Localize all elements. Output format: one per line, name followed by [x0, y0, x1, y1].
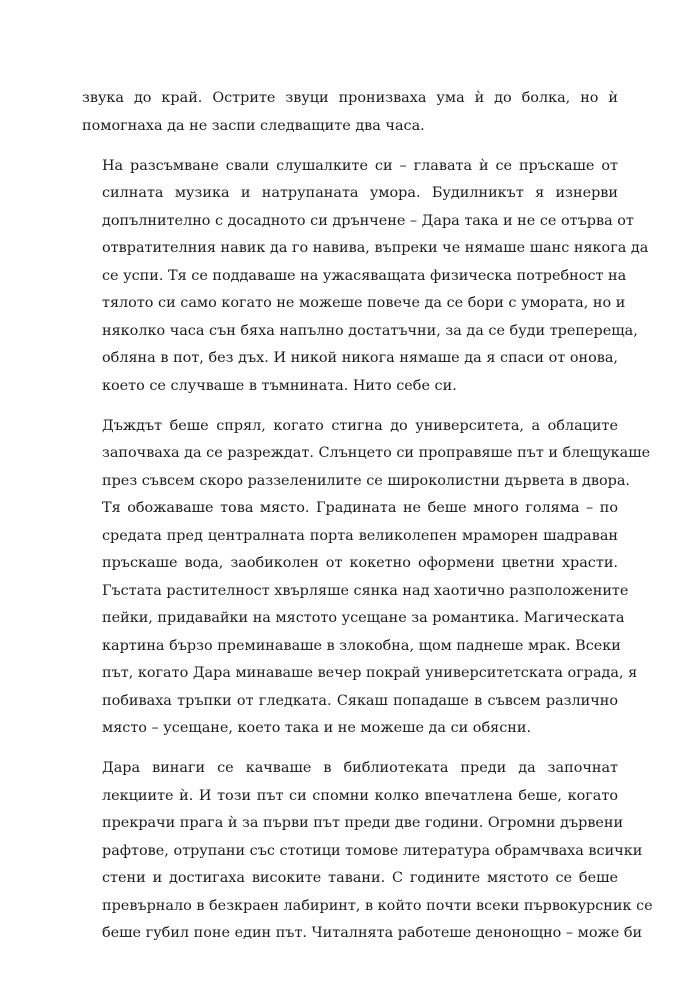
- text-line: тялото си само когато не можеше повече да се бори с умората, но и: [102, 295, 626, 311]
- paragraph: [82, 413, 651, 743]
- text-line: помогнаха да не заспи следващите два часа.: [82, 117, 425, 134]
- text-line: през съвсем скоро раззеленилите се широколистни дървета в двора.: [102, 472, 630, 489]
- page-text-body: [82, 85, 653, 960]
- text-line: започваха да се разреждат. Слънцето си проправяше път и блещукаше: [102, 445, 651, 461]
- text-line: път, когато Дара минаваше вечер покрай университетската ограда, я: [102, 665, 638, 681]
- text-line: силната музика и натрупаната умора. Будилникът я изнерви: [102, 185, 618, 201]
- text-line: отвратителния навик да го навива, въпреки че нямаше шанс някога да: [102, 240, 649, 256]
- paragraph: [82, 85, 618, 140]
- text-line: побиваха тръпки от гледката. Сякаш попадаше в съвсем различно: [102, 692, 618, 709]
- text-line: Тя обожаваше това място. Градината не беше много голяма – по: [102, 500, 618, 516]
- text-line: няколко часа сън бяха напълно достатъчни, за да се буди трепереща,: [102, 322, 638, 339]
- text-line: беше губил поне един път. Читалнята работеше денонощно – може би: [102, 925, 643, 941]
- text-line: На разсъмване свали слушалките си – главата ѝ се пръскаше от: [102, 157, 618, 174]
- text-line: се успи. Тя се поддаваше на ужасяващата физическа потребност на: [102, 267, 627, 284]
- text-line: стени и достигаха високите тавани. С годините мястото се беше: [102, 870, 618, 886]
- text-line: обляна в пот, без дъх. И никой никога нямаше да я спаси от онова,: [102, 350, 618, 366]
- text-line: прекрачи прага ѝ за първи път преди две години. Огромни дървени: [102, 815, 624, 831]
- text-line: превърнало в безкраен лабиринт, в който почти всеки първокурсник се: [102, 897, 653, 914]
- text-line: което се случваше в тъмнината. Нито себе си.: [102, 377, 457, 394]
- paragraph: [82, 755, 653, 948]
- text-line: допълнително с досадното си дрънчене – Дара така и не се отърва от: [102, 212, 634, 229]
- paragraph: [82, 153, 649, 401]
- text-line: Дара винаги се качваше в библиотеката преди да започнат: [102, 760, 618, 776]
- text-line: Гъстата растителност хвърляше сянка над хаотично разположените: [102, 582, 629, 599]
- text-line: средата пред централната порта великолепен мраморен шадраван: [102, 527, 618, 544]
- text-line: рафтове, отрупани със стотици томове литература обрамчваха всички: [102, 842, 643, 859]
- text-line: картина бързо преминаваше в злокобна, щом паднеше мрак. Всеки: [102, 637, 621, 654]
- text-line: пейки, придавайки на мястото усещане за романтика. Магическата: [102, 610, 625, 626]
- text-line: пръскаше вода, заобиколен от кокетно оформени цветни храсти.: [102, 555, 618, 571]
- text-line: звука до край. Острите звуци пронизваха ума ѝ до болка, но ѝ: [82, 90, 618, 106]
- text-line: лекциите ѝ. И този път си спомни колко впечатлена беше, когато: [102, 787, 618, 804]
- text-line: Дъждът беше спрял, когато стигна до университета, а облаците: [102, 417, 618, 434]
- text-line: място – усещане, което така и не можеше да си обясни.: [102, 720, 532, 736]
